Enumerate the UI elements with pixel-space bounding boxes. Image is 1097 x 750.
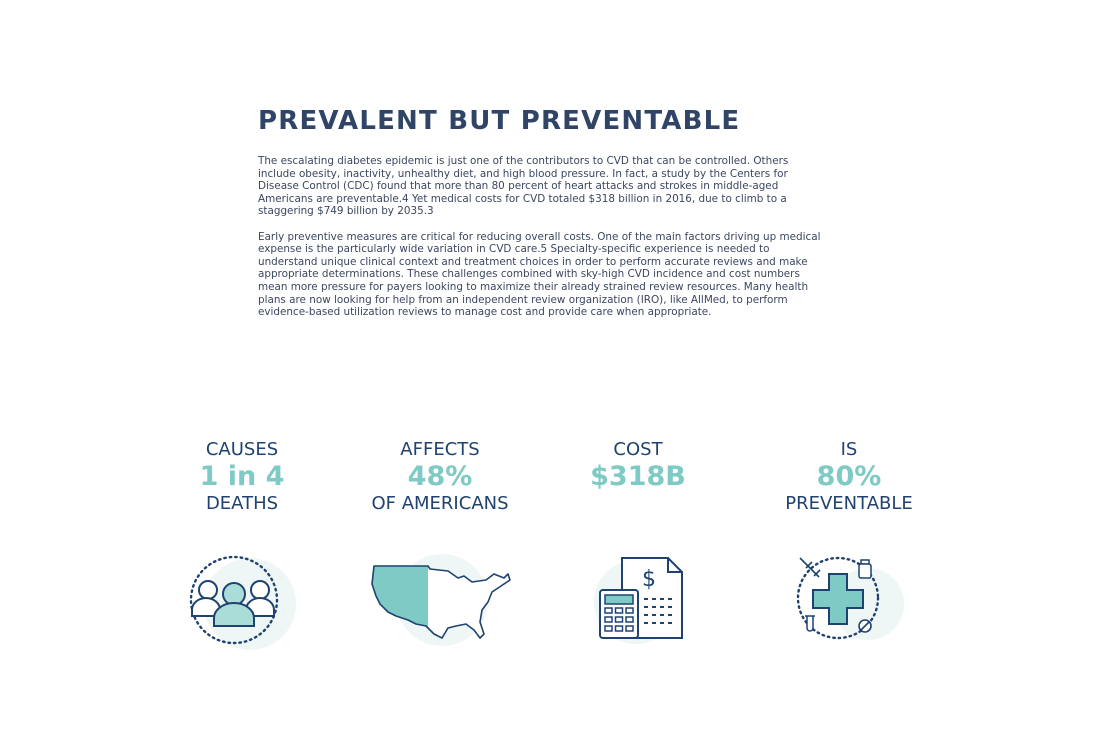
page-title: PREVALENT BUT PREVENTABLE bbox=[258, 106, 741, 136]
stat-bottom-label: PREVENTABLE bbox=[785, 493, 913, 514]
paragraph-1: The escalating diabetes epidemic is just one of the contributors to CVD that can be controlled. Others include obesity, inactivity, unhealthy diet, and high blood pressure. In fact, a study by the Centers for Disease Control (CDC) found that more than 80 percent of heart attacks and strokes in middle-aged Americans are preventable.4 Yet medical costs for CVD totaled $318 billion in 2016, due to climb to a staggering $749 billion by 2035.3 bbox=[258, 155, 789, 218]
stat-deaths bbox=[127, 438, 357, 516]
stat-preventable bbox=[734, 438, 964, 516]
stat-value: 1 in 4 bbox=[199, 461, 285, 492]
medical-cross-icon bbox=[794, 552, 906, 652]
stat-value: 80% bbox=[816, 461, 882, 492]
stat-value: 48% bbox=[407, 461, 473, 492]
stat-cost bbox=[523, 438, 753, 492]
usa-map-icon bbox=[368, 552, 516, 652]
stat-value: $318B bbox=[590, 461, 686, 492]
body-text bbox=[258, 155, 823, 331]
paragraph-2: Early preventive measures are critical for reducing overall costs. One of the main factors driving up medical expense is the particularly wide variation in CVD care.5 Specialty-specific experience is needed to understand unique clinical context and treatment choices in order to perform accurate reviews and make appropriate determinations. These challenges combined with sky-high CVD incidence and cost numbers mean more pressure for payers looking to maximize their already strained review resources. Many health plans are now looking for help from an independent review organization (IRO), like AllMed, to perform evidence-based utilization reviews to manage cost and provide care when appropriate. bbox=[258, 230, 821, 319]
stat-top-label: CAUSES bbox=[205, 439, 279, 460]
stat-bottom-label: OF AMERICANS bbox=[371, 493, 509, 514]
stat-bottom-label: DEATHS bbox=[205, 493, 279, 514]
stat-top-label: COST bbox=[613, 439, 663, 460]
stat-americans bbox=[325, 438, 555, 516]
stat-top-label: IS bbox=[840, 439, 858, 460]
calculator-bill-icon bbox=[592, 552, 688, 652]
stat-top-label: AFFECTS bbox=[400, 439, 480, 460]
people-group-icon bbox=[186, 552, 298, 652]
svg-text:$: $ bbox=[642, 567, 656, 592]
